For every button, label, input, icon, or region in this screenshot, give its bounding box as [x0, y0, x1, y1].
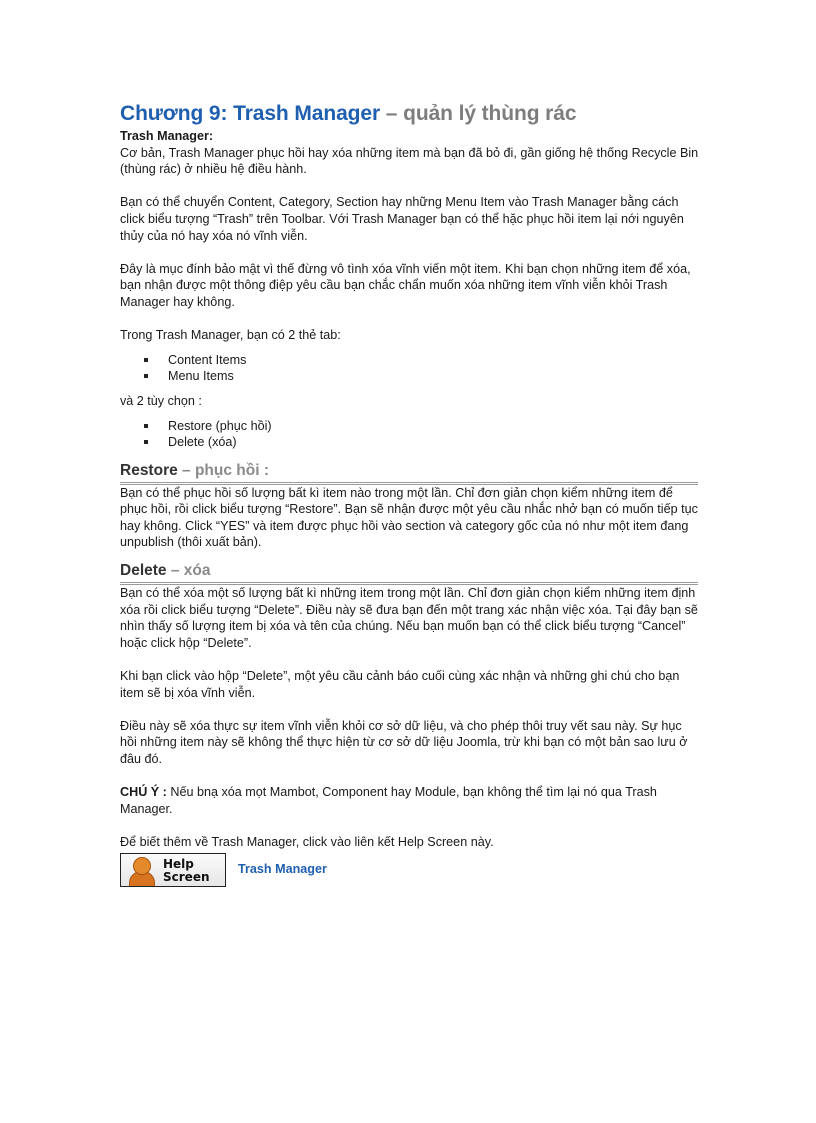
list-item: Content Items	[120, 352, 700, 369]
tabs-list	[120, 352, 700, 385]
intro-paragraph-1: Cơ bản, Trash Manager phục hồi hay xóa những item mà bạn đã bỏ đi, gần giống hệ thống Recycle Bin (thùng rác) ở nhiều hệ điều hành.	[120, 145, 699, 177]
list-item: Menu Items	[120, 368, 700, 385]
trash-manager-link[interactable]: Trash Manager	[238, 862, 327, 877]
square-bullet-icon	[144, 358, 148, 362]
intro-paragraph-2: Bạn có thể chuyển Content, Category, Section hay những Menu Item vào Trash Manager bằng cách click biểu tượng “Trash” trên Toolbar. Với Trash Manager bạn có thể hặc phục hồi item lại nới nguyên thủy của nó hay xóa nó vĩnh viễn.	[120, 195, 684, 243]
intro-label: Trash Manager:	[120, 129, 214, 143]
delete-paragraph-1: Bạn có thể xóa một số lượng bất kì những item trong một lần. Chỉ đơn giản chọn kiểm những item định xóa rồi click biểu tượng “Delete”. Điều này sẽ đưa bạn đến một trang xác nhận việc xóa. Tại đây bạn sẽ nhìn thấy số lượng item bị xóa và tên của chúng. Nếu bạn muốn bạn có thể click biểu tượng “Cancel” hoặc click hộp “Delete”.	[120, 586, 698, 650]
intro-paragraph-4: Trong Trash Manager, bạn có 2 thẻ tab:	[120, 328, 341, 343]
list-item: Delete (xóa)	[120, 434, 700, 451]
help-row	[120, 853, 700, 887]
restore-paragraph: Bạn có thể phục hồi số lượng bất kì item nào trong một lần. Chỉ đơn giản chọn kiểm những item để phục hồi, rồi click biểu tượng “Restore”. Bạn sẽ nhận được một yêu cầu nhắc nhở bạn có muốn tiếp tục hay không. Click “YES” và item được phục hồi vào section và category gốc của nó như một item đang unpublish (thôi xuất bản).	[120, 485, 698, 550]
delete-heading: Delete – xóa	[120, 561, 698, 585]
help-button-label: Help Screen	[163, 856, 210, 884]
square-bullet-icon	[144, 440, 148, 444]
square-bullet-icon	[144, 424, 148, 428]
note-label: CHÚ Ý :	[120, 785, 167, 800]
restore-heading: Restore – phục hồi :	[120, 461, 698, 485]
square-bullet-icon	[144, 374, 148, 378]
delete-paragraph-3: Điều này sẽ xóa thực sự item vĩnh viễn khỏi cơ sở dữ liệu, và cho phép thôi truy vết sau này. Sự hục hồi những item này sẽ không thể thực hiện từ cơ sở dữ liệu Joomla, trừ khi bạn có một bản sao lưu ở đâu đó.	[120, 718, 688, 766]
help-screen-button[interactable]	[120, 853, 226, 887]
document-page	[120, 100, 700, 887]
help-person-icon	[127, 854, 157, 887]
list-item: Restore (phục hồi)	[120, 418, 700, 435]
note-paragraph: CHÚ Ý : Nếu bnạ xóa mọt Mambot, Component hay Module, bạn không thể tìm lại nó qua Trash Manager.	[120, 785, 657, 816]
intro-paragraph-3: Đây là mục đính bảo mật vì thế đừng vô tình xóa vĩnh viến một item. Khi bạn chọn những item để xóa, bạn nhận được một thông điệp yêu cầu bạn chắc chẩn muốn xóa những item vĩnh viễn khỏi Trash Manager hay không.	[120, 261, 691, 309]
options-list	[120, 418, 700, 451]
delete-paragraph-2: Khi bạn click vào hộp “Delete”, một yêu cầu cảnh báo cuối cùng xác nhận và những ghi chú cho bạn item sẽ bị xóa vĩnh viễn.	[120, 669, 680, 700]
page-title	[120, 100, 700, 128]
delete-paragraph-4: Để biết thêm về Trash Manager, click vào liên kết Help Screen này.	[120, 834, 494, 849]
title-suffix: – quản lý thùng rác	[380, 102, 577, 125]
title-main: Chương 9: Trash Manager	[120, 102, 381, 125]
intro-paragraph-5: và 2 tùy chọn :	[120, 393, 202, 408]
